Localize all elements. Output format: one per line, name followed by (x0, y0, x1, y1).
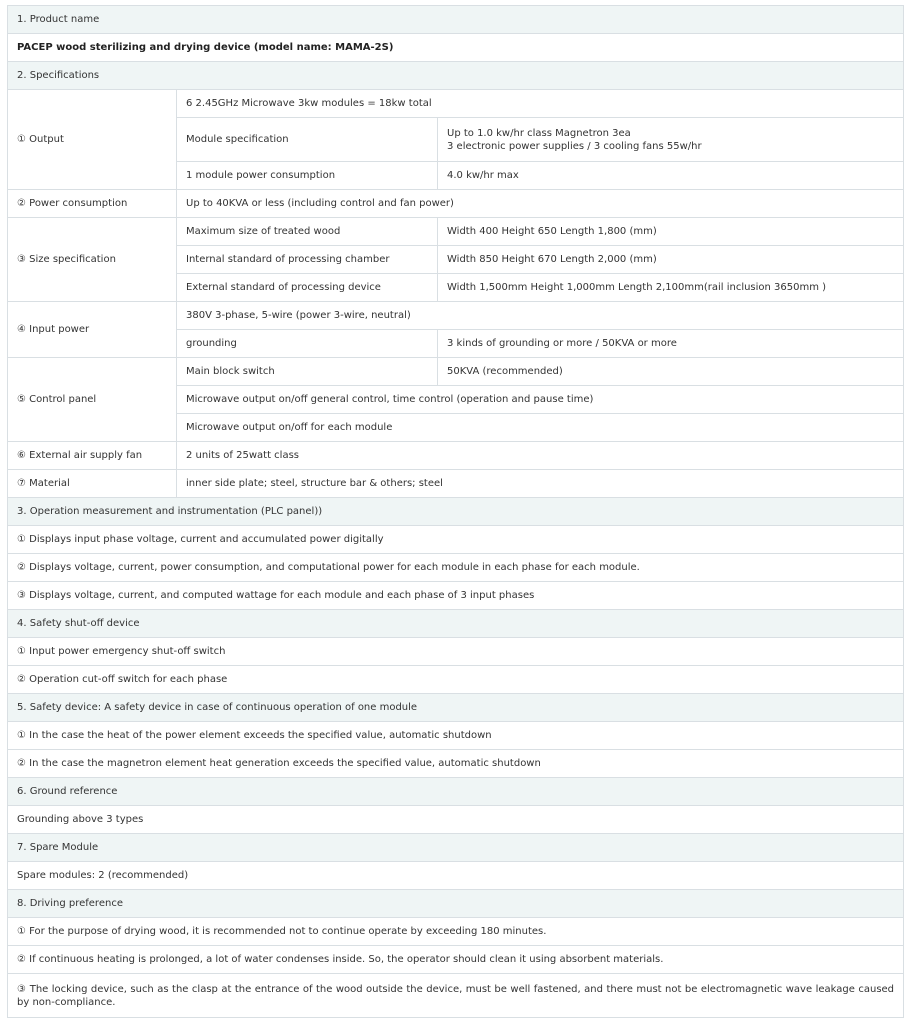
spec-value: 4.0 kw/hr max (438, 162, 904, 190)
table-row (8, 90, 904, 118)
spec-value: Up to 40KVA or less (including control and fan power) (177, 190, 904, 218)
spec-value: 2 units of 25watt class (177, 442, 904, 470)
spec-value: Microwave output on/off for each module (177, 414, 904, 442)
spec-value: Width 850 Height 670 Length 2,000 (mm) (438, 246, 904, 274)
spec-label: ⑤ Control panel (8, 358, 177, 442)
table-row (8, 722, 904, 750)
list-item: ② Operation cut-off switch for each phase (8, 666, 904, 694)
section-header-row (8, 6, 904, 34)
section-heading: 6. Ground reference (8, 778, 904, 806)
spec-value (438, 118, 904, 162)
list-item: ① In the case the heat of the power element exceeds the specified value, automatic shutdown (8, 722, 904, 750)
list-item: ② If continuous heating is prolonged, a lot of water condenses inside. So, the operator should clean it using absorbent materials. (8, 946, 904, 974)
section-heading: 5. Safety device: A safety device in case of continuous operation of one module (8, 694, 904, 722)
spec-label: ① Output (8, 90, 177, 190)
table-row (8, 582, 904, 610)
table-row (8, 974, 904, 1018)
table-row (8, 218, 904, 246)
list-item: ① Displays input phase voltage, current and accumulated power digitally (8, 526, 904, 554)
table-row (8, 190, 904, 218)
spec-value: 380V 3-phase, 5-wire (power 3-wire, neutral) (177, 302, 904, 330)
spec-sub-label: grounding (177, 330, 438, 358)
spec-label: ④ Input power (8, 302, 177, 358)
table-row (8, 302, 904, 330)
spec-value: inner side plate; steel, structure bar & others; steel (177, 470, 904, 498)
spec-value: 3 kinds of grounding or more / 50KVA or more (438, 330, 904, 358)
spec-label: ⑦ Material (8, 470, 177, 498)
list-item: Grounding above 3 types (8, 806, 904, 834)
table-row (8, 358, 904, 386)
spec-value: Width 400 Height 650 Length 1,800 (mm) (438, 218, 904, 246)
section-header-row (8, 834, 904, 862)
section-heading: 8. Driving preference (8, 890, 904, 918)
list-item: Spare modules: 2 (recommended) (8, 862, 904, 890)
spec-sub-label: Internal standard of processing chamber (177, 246, 438, 274)
list-item: ② Displays voltage, current, power consumption, and computational power for each module in each phase for each module. (8, 554, 904, 582)
section-header-row (8, 694, 904, 722)
section-heading: 3. Operation measurement and instrumentation (PLC panel)) (8, 498, 904, 526)
list-item: ① For the purpose of drying wood, it is recommended not to continue operate by exceeding 180 minutes. (8, 918, 904, 946)
table-row (8, 554, 904, 582)
section-header-row (8, 890, 904, 918)
spec-value-line: 3 electronic power supplies / 3 cooling fans 55w/hr (447, 140, 702, 152)
table-row (8, 750, 904, 778)
table-row (8, 918, 904, 946)
table-row (8, 34, 904, 62)
table-row (8, 638, 904, 666)
list-item: ③ The locking device, such as the clasp at the entrance of the wood outside the device, must be well fastened, and there must not be electromagnetic wave leakage caused by non-compliance. (8, 974, 904, 1018)
section-header-row (8, 498, 904, 526)
table-row (8, 526, 904, 554)
spec-value: 6 2.45GHz Microwave 3kw modules = 18kw total (177, 90, 904, 118)
section-heading: 1. Product name (8, 6, 904, 34)
table-row (8, 946, 904, 974)
spec-value: Width 1,500mm Height 1,000mm Length 2,100mm(rail inclusion 3650mm ) (438, 274, 904, 302)
spec-sub-label: 1 module power consumption (177, 162, 438, 190)
section-header-row (8, 62, 904, 90)
spec-value-line: Up to 1.0 kw/hr class Magnetron 3ea (447, 127, 631, 139)
list-item: ③ Displays voltage, current, and computed wattage for each module and each phase of 3 input phases (8, 582, 904, 610)
spec-value: 50KVA (recommended) (438, 358, 904, 386)
spec-label: ② Power consumption (8, 190, 177, 218)
product-name-value: PACEP wood sterilizing and drying device (model name: MAMA-2S) (8, 34, 904, 62)
table-row (8, 442, 904, 470)
section-heading: 7. Spare Module (8, 834, 904, 862)
spec-label: ③ Size specification (8, 218, 177, 302)
list-item: ② In the case the magnetron element heat generation exceeds the specified value, automatic shutdown (8, 750, 904, 778)
section-header-row (8, 778, 904, 806)
section-heading: 4. Safety shut-off device (8, 610, 904, 638)
table-row (8, 666, 904, 694)
table-row (8, 806, 904, 834)
section-header-row (8, 610, 904, 638)
spec-sub-label: External standard of processing device (177, 274, 438, 302)
spec-sub-label: Module specification (177, 118, 438, 162)
spec-sub-label: Maximum size of treated wood (177, 218, 438, 246)
section-heading: 2. Specifications (8, 62, 904, 90)
spec-value: Microwave output on/off general control, time control (operation and pause time) (177, 386, 904, 414)
spec-table (7, 5, 904, 1018)
list-item: ① Input power emergency shut-off switch (8, 638, 904, 666)
spec-label: ⑥ External air supply fan (8, 442, 177, 470)
spec-sub-label: Main block switch (177, 358, 438, 386)
table-row (8, 862, 904, 890)
table-row (8, 470, 904, 498)
